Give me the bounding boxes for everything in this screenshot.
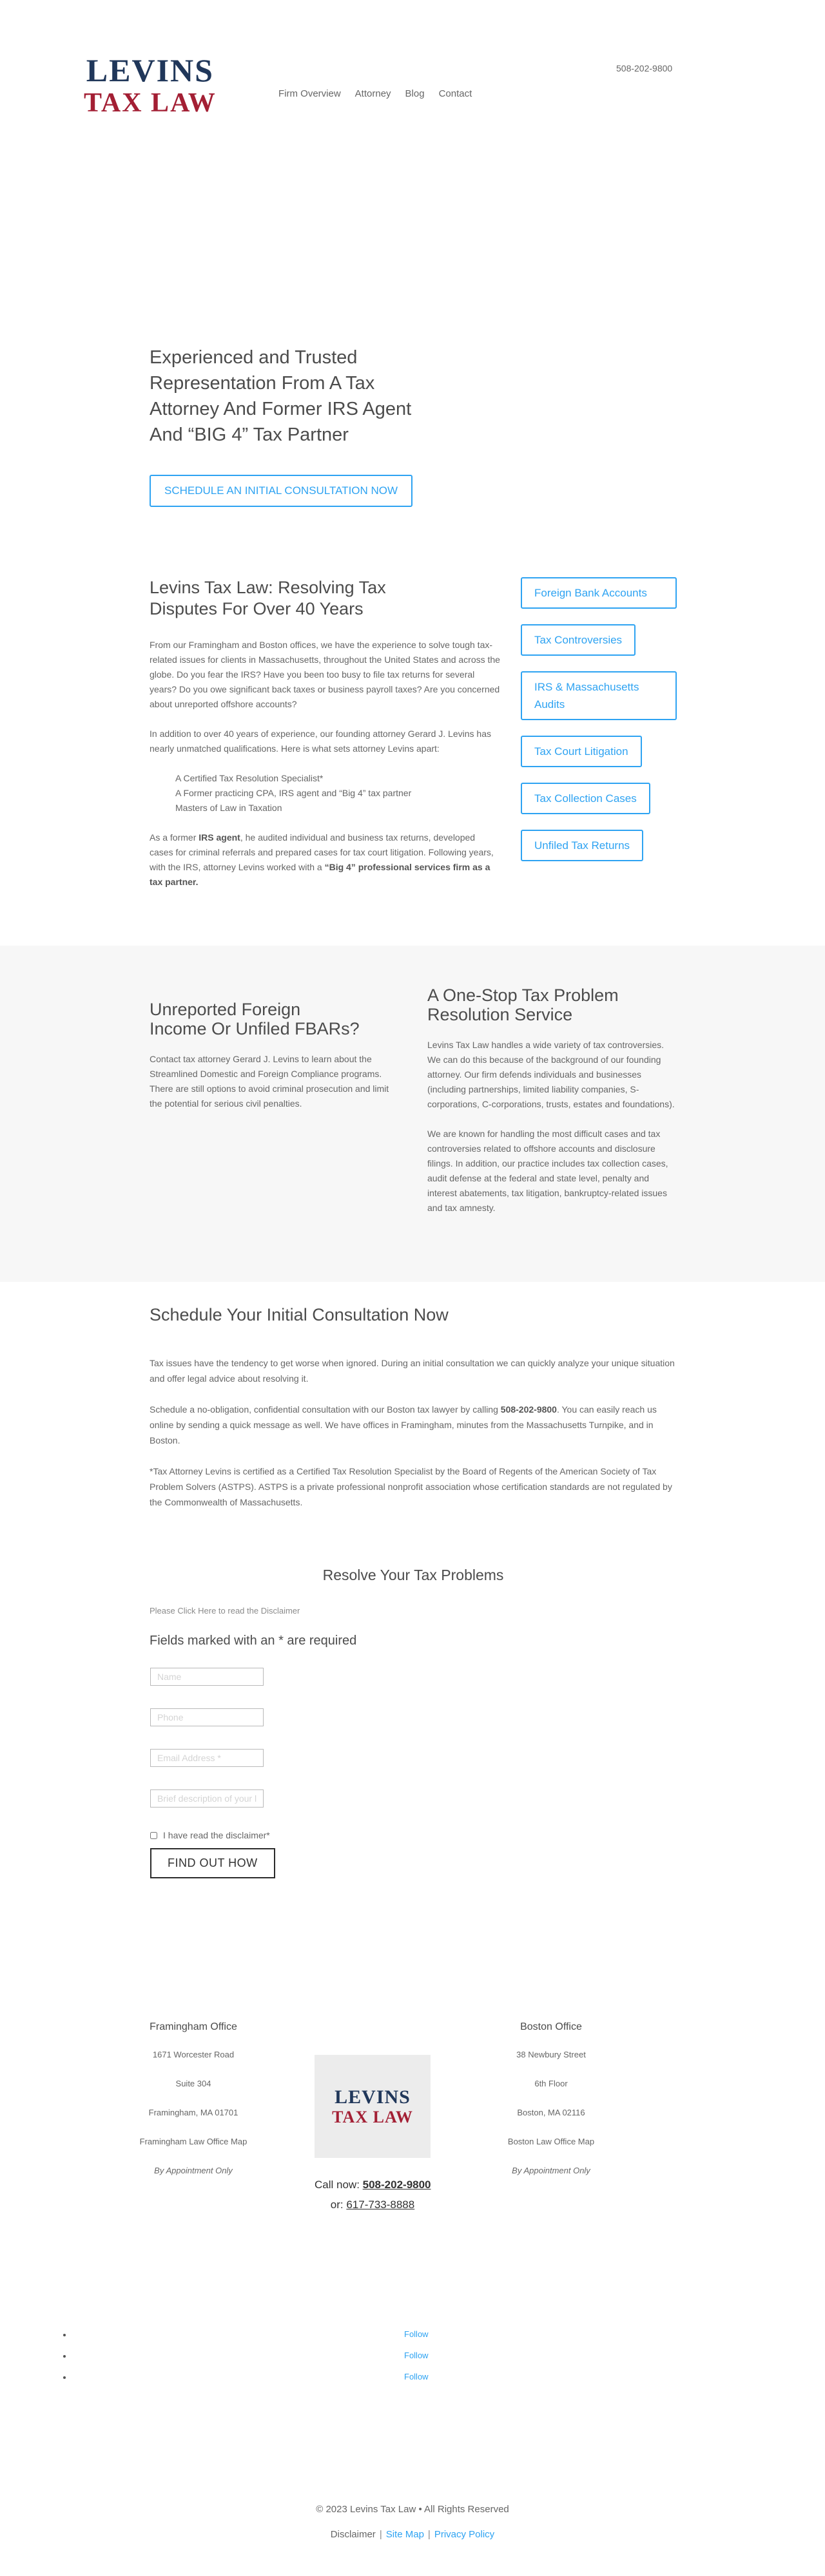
fbar-heading-line1: Unreported Foreign xyxy=(150,1000,301,1019)
legal-issue-input[interactable] xyxy=(150,1789,264,1808)
boston-appointment-note: By Appointment Only xyxy=(512,2166,590,2175)
framingham-appointment-note: By Appointment Only xyxy=(154,2166,233,2175)
intro-heading-line1: Levins Tax Law: Resolving Tax xyxy=(150,578,386,597)
required-fields-note: Fields marked with an * are required xyxy=(150,1634,357,1648)
consultation-heading: Schedule Your Initial Consultation Now xyxy=(150,1305,449,1324)
credential-item-3: Masters of Law in Taxation xyxy=(175,803,282,813)
social-follow-link-2[interactable]: Follow xyxy=(404,2351,429,2360)
consult-p2-text-b: . You can easily reach us online by sending a quick message as well. We have offices in Framingham, minutes from the Massachusetts Turnpike, and in Boston. xyxy=(150,1404,657,1445)
footer xyxy=(0,2021,825,2215)
consult-p2-phone: 508-202-9800 xyxy=(500,1404,557,1415)
framingham-office-heading: Framingham Office xyxy=(150,2021,237,2032)
boston-map-link[interactable]: Boston Law Office Map xyxy=(507,2137,595,2146)
practice-areas-column xyxy=(521,577,677,904)
footer-logo-taxlaw: TAX LAW xyxy=(332,2108,413,2126)
social-item-1 xyxy=(72,2329,825,2351)
intro-heading-line2: Disputes For Over 40 Years xyxy=(150,599,364,618)
framingham-address-line2: Suite 304 xyxy=(175,2079,211,2088)
credential-item-1: A Certified Tax Resolution Specialist* xyxy=(175,773,324,783)
practice-button-tax-court-litigation[interactable]: Tax Court Litigation xyxy=(521,736,642,767)
call-now-prefix: Call now: xyxy=(315,2179,363,2191)
link-separator: | xyxy=(379,2529,382,2540)
credential-item-2: A Former practicing CPA, IRS agent and “Big 4” tax partner xyxy=(175,788,412,798)
social-item-3 xyxy=(72,2372,825,2393)
boston-address-line1: 38 Newbury Street xyxy=(516,2050,586,2059)
intro-paragraph-2: In addition to over 40 years of experience, our founding attorney Gerard J. Levins has nearly unmatched qualifications. Here is what sets attorney Levins apart: xyxy=(150,729,491,754)
framingham-map-link-row xyxy=(84,2137,303,2146)
credentials-list xyxy=(175,771,501,816)
footer-call-block xyxy=(315,2175,431,2215)
or-prefix: or: xyxy=(330,2199,347,2211)
footer-or-line xyxy=(315,2195,431,2215)
copyright-text: © 2023 Levins Tax Law • All Rights Reserved xyxy=(316,2504,509,2515)
social-follow-section xyxy=(0,2329,825,2393)
intro-p3-text-c: , he audited individual and business tax returns, developed cases for criminal referrals and prepared cases for tax court litigation. Following years, with the IRS, attorney Levins worked with a xyxy=(150,832,494,872)
bottom-bar xyxy=(0,2504,825,2576)
social-item-2 xyxy=(72,2351,825,2372)
name-input[interactable] xyxy=(150,1668,264,1686)
framingham-map-link[interactable]: Framingham Law Office Map xyxy=(139,2137,248,2146)
boston-map-link-row xyxy=(442,2137,661,2146)
privacy-policy-link[interactable]: Privacy Policy xyxy=(434,2529,495,2540)
onestop-paragraph-2: We are known for handling the most difficult cases and tax controversies related to offshore accounts and disclosure filings. In addition, our practice includes tax collection cases, audit defense at the federal and state level, penalty and interest abatements, tax litigation, bankruptcy-related issues and tax amnesty. xyxy=(427,1129,668,1213)
nav-blog[interactable]: Blog xyxy=(405,88,425,99)
nav-contact[interactable]: Contact xyxy=(438,88,472,99)
boston-address-line2: 6th Floor xyxy=(534,2079,568,2088)
nav-firm-overview[interactable]: Firm Overview xyxy=(278,88,341,99)
contact-form-section xyxy=(0,1567,825,1878)
schedule-consultation-button[interactable]: SCHEDULE AN INITIAL CONSULTATION NOW xyxy=(150,475,412,507)
consultation-paragraph-1: Tax issues have the tendency to get worse when ignored. During an initial consultation we can quickly analyze your unique situation and offer legal advice about resolving it. xyxy=(150,1358,675,1384)
consultation-section xyxy=(0,1282,677,1510)
practice-button-tax-controversies[interactable]: Tax Controversies xyxy=(521,624,636,656)
contact-form xyxy=(150,1668,825,1878)
link-separator: | xyxy=(427,2529,431,2540)
practice-button-irs-massachusetts-audits[interactable]: IRS & Massachusetts Audits xyxy=(521,671,677,720)
header-phone-number[interactable]: 508-202-9800 xyxy=(616,63,673,73)
hero-heading-line2: Representation From A Tax xyxy=(150,373,375,394)
nav-attorney[interactable]: Attorney xyxy=(354,88,391,99)
hero-section xyxy=(0,148,825,507)
disclaimer-checkbox-row xyxy=(150,1830,825,1840)
intro-paragraph-1: From our Framingham and Boston offices, we have the experience to solve tough tax-related issues for clients in Massachusetts, throughout the United States and across the globe. Do you fear the IRS? Have you been too busy to file tax returns for several years? Do you owe significant back taxes or business payroll taxes? Are you concerned about unreported offshore accounts? xyxy=(150,640,500,709)
fbar-onestop-section xyxy=(0,946,825,1282)
intro-heading xyxy=(150,577,501,620)
practice-button-unfiled-tax-returns[interactable]: Unfiled Tax Returns xyxy=(521,830,643,861)
sitemap-link[interactable]: Site Map xyxy=(385,2529,424,2540)
intro-text-column xyxy=(150,577,501,904)
boston-address-line3: Boston, MA 02116 xyxy=(517,2108,585,2117)
email-input[interactable] xyxy=(150,1749,264,1767)
framingham-address-line1: 1671 Worcester Road xyxy=(152,2050,235,2059)
consultation-disclaimer-paragraph: *Tax Attorney Levins is certified as a Certified Tax Resolution Specialist by the Board of Regents of the American Society of Tax Problem Solvers (ASTPS). ASTPS is a private professional nonprofit association whose certification standards are not regulated by the Commonwealth of Massachusetts. xyxy=(150,1466,672,1507)
practice-button-tax-collection-cases[interactable]: Tax Collection Cases xyxy=(521,783,650,814)
fbar-heading-line2: Income Or Unfiled FBARs? xyxy=(150,1019,360,1038)
intro-paragraph-3 xyxy=(150,830,501,890)
site-logo[interactable] xyxy=(84,53,217,119)
practice-button-foreign-bank-accounts[interactable]: Foreign Bank Accounts xyxy=(521,577,677,609)
footer-phone-secondary[interactable]: 617-733-8888 xyxy=(346,2199,415,2211)
hero-heading-line4: And “BIG 4” Tax Partner xyxy=(150,425,349,445)
footer-logo xyxy=(315,2055,431,2158)
intro-section xyxy=(150,577,677,904)
site-header xyxy=(0,0,825,148)
boston-office-heading: Boston Office xyxy=(520,2021,582,2032)
intro-p3-bold-irs-agent: IRS agent xyxy=(199,832,240,843)
social-follow-link-3[interactable]: Follow xyxy=(404,2372,429,2381)
main-nav xyxy=(278,88,472,99)
framingham-address-line3: Framingham, MA 01701 xyxy=(148,2108,238,2117)
form-title: Resolve Your Tax Problems xyxy=(322,1567,504,1583)
onestop-heading xyxy=(427,986,677,1024)
intro-p3-bold-big4: “Big 4” professional services firm as a tax partner. xyxy=(150,862,490,887)
logo-levins: LEVINS xyxy=(86,52,214,88)
consult-p2-text-a: Schedule a no-obligation, confidential consultation with our Boston tax lawyer by calling xyxy=(150,1404,501,1415)
footer-phone-primary[interactable]: 508-202-9800 xyxy=(362,2179,431,2191)
social-follow-link-1[interactable]: Follow xyxy=(404,2329,429,2339)
disclaimer-footer-link[interactable]: Disclaimer xyxy=(330,2529,376,2540)
onestop-heading-line2: Resolution Service xyxy=(427,1005,573,1024)
hero-heading-line1: Experienced and Trusted xyxy=(150,347,358,368)
intro-p3-text-a: As a former xyxy=(150,832,199,843)
fbar-heading xyxy=(150,1000,401,1038)
footer-logo-levins: LEVINS xyxy=(335,2086,411,2108)
boston-office-column xyxy=(442,2021,661,2215)
footer-center-column xyxy=(315,2021,431,2215)
phone-input[interactable] xyxy=(150,1708,264,1726)
hero-heading xyxy=(150,345,825,448)
find-out-how-button[interactable]: FIND OUT HOW xyxy=(150,1848,275,1878)
hero-heading-line3: Attorney And Former IRS Agent xyxy=(150,399,412,419)
logo-taxlaw: TAX LAW xyxy=(84,88,217,118)
bottom-links xyxy=(0,2529,825,2540)
fbar-paragraph: Contact tax attorney Gerard J. Levins to learn about the Streamlined Domestic and Foreign Compliance programs. There are still options to avoid criminal prosecution and limit the potential for serious civil penalties. xyxy=(150,1054,389,1109)
consultation-paragraph-2 xyxy=(150,1402,677,1448)
fbar-column xyxy=(150,986,401,1230)
disclaimer-checkbox[interactable] xyxy=(150,1832,157,1839)
framingham-office-column xyxy=(84,2021,303,2215)
disclaimer-link[interactable]: Please Click Here to read the Disclaimer xyxy=(150,1606,300,1616)
onestop-column xyxy=(427,986,677,1230)
disclaimer-checkbox-label: I have read the disclaimer* xyxy=(163,1830,270,1840)
onestop-heading-line1: A One-Stop Tax Problem xyxy=(427,986,619,1005)
footer-call-now-line xyxy=(315,2175,431,2195)
onestop-paragraph-1: Levins Tax Law handles a wide variety of tax controversies. We can do this because of the background of our founding attorney. Our firm defends individuals and businesses (including partnerships, limited liability companies, S-corporations, C-corporations, trusts, estates and foundations). xyxy=(427,1040,675,1109)
